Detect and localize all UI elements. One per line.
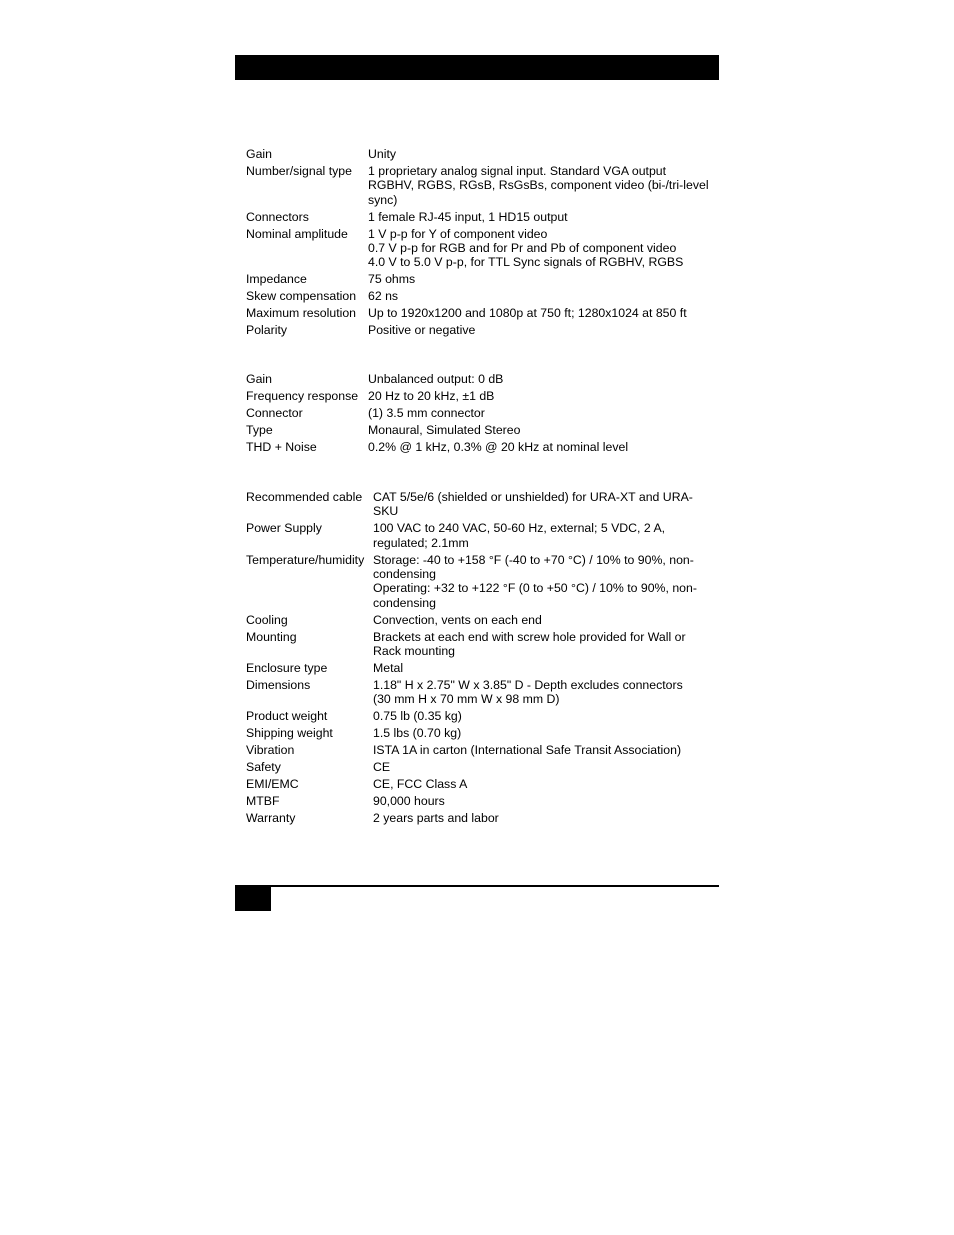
spec-value-line: ISTA 1A in carton (International Safe Transit Association): [373, 743, 682, 757]
spec-value-line: CE, FCC Class A: [373, 776, 468, 791]
spec-label: Mounting: [246, 629, 297, 644]
spec-label: Maximum resolution: [246, 306, 357, 321]
spec-value-line: Convection, vents on each end: [373, 612, 542, 627]
spec-label: EMI/EMC: [246, 776, 299, 791]
spec-value: [373, 709, 718, 723]
spec-label: Cooling: [246, 612, 288, 627]
spec-label: Impedance: [246, 272, 307, 287]
spec-value-line: 75 ohms: [368, 272, 416, 287]
spec-row: [246, 709, 718, 723]
spec-value: [373, 661, 718, 675]
spec-label: Connector: [246, 405, 303, 420]
spec-label: Type: [246, 422, 273, 437]
spec-row: [246, 227, 718, 270]
video-specs-table: [246, 147, 718, 340]
spec-value-line: 0.7 V p-p for RGB and for Pr and Pb of component video: [368, 240, 677, 255]
spec-label: Power Supply: [246, 521, 322, 536]
spec-value-line: 1.18" H x 2.75" W x 3.85" D - Depth excludes connectors: [373, 677, 683, 692]
spec-row: [246, 777, 718, 791]
spec-value-line: Rack mounting: [373, 644, 456, 659]
spec-value-line: 4.0 V to 5.0 V p-p, for TTL Sync signals of RGBHV, RGBS: [368, 255, 684, 270]
spec-value-line: 0.75 lb (0.35 kg): [373, 709, 462, 724]
spec-label: Gain: [246, 372, 272, 386]
general-specs-table: [246, 490, 718, 828]
spec-value: [368, 423, 718, 437]
spec-value-line: Monaural, Simulated Stereo: [368, 422, 521, 437]
spec-value-line: 20 Hz to 20 kHz, ±1 dB: [368, 388, 495, 403]
spec-row: [246, 661, 718, 675]
spec-value: [368, 389, 718, 403]
spec-value: [373, 630, 718, 659]
spec-value-line: Operating: +32 to +122 °F (0 to +50 °C) / 10% to 90%, non-: [373, 581, 697, 596]
spec-label: Polarity: [246, 322, 288, 337]
spec-value-line: Positive or negative: [368, 322, 476, 337]
spec-value: [373, 777, 718, 791]
spec-value-line: (30 mm H x 70 mm W x 98 mm D): [373, 692, 560, 707]
spec-label: Product weight: [246, 709, 328, 724]
spec-row: [246, 678, 718, 707]
spec-value-line: Brackets at each end with screw hole provided for Wall or: [373, 629, 686, 644]
spec-value: [368, 147, 718, 161]
spec-label: Dimensions: [246, 677, 311, 692]
spec-value-line: 100 VAC to 240 VAC, 50-60 Hz, external; 5 VDC, 2 A,: [373, 521, 666, 536]
spec-row: [246, 726, 718, 740]
spec-row: [246, 389, 718, 403]
spec-value: [373, 678, 718, 707]
spec-value: [368, 440, 718, 454]
spec-row: [246, 440, 718, 454]
spec-value: [368, 372, 718, 386]
spec-label: Gain: [246, 147, 272, 161]
spec-value-line: Up to 1920x1200 and 1080p at 750 ft; 1280x1024 at 850 ft: [368, 306, 687, 321]
spec-value-line: condensing: [373, 595, 436, 610]
spec-row: [246, 210, 718, 224]
spec-label: Vibration: [246, 743, 295, 757]
spec-value: [368, 289, 718, 303]
spec-value-line: 90,000 hours: [373, 793, 445, 808]
spec-row: [246, 147, 718, 161]
spec-value-line: 2 years parts and labor: [373, 810, 499, 825]
spec-value: [373, 553, 718, 611]
spec-value: [368, 406, 718, 420]
footer-rule: [235, 885, 719, 887]
spec-label: Warranty: [246, 810, 296, 825]
spec-value: [368, 210, 718, 224]
spec-row: [246, 372, 718, 386]
spec-label: Number/signal type: [246, 163, 352, 178]
spec-value-line: Unbalanced output: 0 dB: [368, 372, 504, 386]
spec-row: [246, 423, 718, 437]
spec-value-line: CAT 5/5e/6 (shielded or unshielded) for URA-XT and URA-: [373, 490, 693, 504]
spec-label: Skew compensation: [246, 289, 357, 304]
spec-value-line: SKU: [373, 504, 399, 519]
spec-label: Safety: [246, 759, 281, 774]
spec-value-line: sync): [368, 192, 398, 207]
spec-label: Temperature/humidity: [246, 552, 365, 567]
spec-value: [373, 811, 718, 825]
spec-row: [246, 553, 718, 611]
spec-value: [373, 490, 718, 519]
spec-value-line: Storage: -40 to +158 °F (-40 to +70 °C) / 10% to 90%, non-: [373, 552, 694, 567]
spec-row: [246, 760, 718, 774]
spec-value: [368, 323, 718, 337]
spec-value: [368, 227, 718, 270]
spec-label: Connectors: [246, 209, 309, 224]
spec-value: [373, 743, 718, 757]
spec-value-line: (1) 3.5 mm connector: [368, 405, 485, 420]
spec-row: [246, 811, 718, 825]
spec-value-line: Metal: [373, 660, 404, 675]
spec-row: [246, 794, 718, 808]
spec-value: [368, 306, 718, 320]
spec-value-line: 62 ns: [368, 289, 399, 304]
spec-row: [246, 164, 718, 207]
spec-value: [373, 794, 718, 808]
spec-value-line: Unity: [368, 147, 397, 161]
spec-value: [373, 726, 718, 740]
spec-value: [373, 613, 718, 627]
spec-row: [246, 613, 718, 627]
spec-row: [246, 306, 718, 320]
spec-label: MTBF: [246, 793, 280, 808]
spec-label: Enclosure type: [246, 660, 328, 675]
spec-row: [246, 323, 718, 337]
spec-label: THD + Noise: [246, 439, 317, 454]
spec-label: Nominal amplitude: [246, 226, 348, 241]
spec-label: Recommended cable: [246, 490, 363, 504]
spec-value-line: CE: [373, 759, 391, 774]
audio-specs-table: [246, 372, 718, 457]
spec-row: [246, 406, 718, 420]
spec-value: [373, 521, 718, 550]
spec-value-line: 1 V p-p for Y of component video: [368, 226, 548, 241]
spec-row: [246, 289, 718, 303]
spec-value: [368, 272, 718, 286]
spec-row: [246, 521, 718, 550]
spec-value: [368, 164, 718, 207]
spec-value: [373, 760, 718, 774]
spec-row: [246, 490, 718, 519]
spec-row: [246, 630, 718, 659]
spec-value-line: RGBHV, RGBS, RGsB, RsGsBs, component video (bi-/tri-level: [368, 178, 709, 193]
spec-row: [246, 743, 718, 757]
spec-value-line: 0.2% @ 1 kHz, 0.3% @ 20 kHz at nominal level: [368, 439, 629, 454]
spec-value-line: 1.5 lbs (0.70 kg): [373, 726, 462, 741]
spec-row: [246, 272, 718, 286]
spec-value-line: 1 female RJ-45 input, 1 HD15 output: [368, 209, 568, 224]
footer-page-block: [235, 885, 271, 911]
spec-value-line: condensing: [373, 567, 436, 582]
spec-value-line: 1 proprietary analog signal input. Standard VGA output: [368, 163, 667, 178]
spec-label: Frequency response: [246, 388, 359, 403]
spec-label: Shipping weight: [246, 726, 333, 741]
header-bar: [235, 55, 719, 80]
spec-value-line: regulated; 2.1mm: [373, 535, 469, 550]
